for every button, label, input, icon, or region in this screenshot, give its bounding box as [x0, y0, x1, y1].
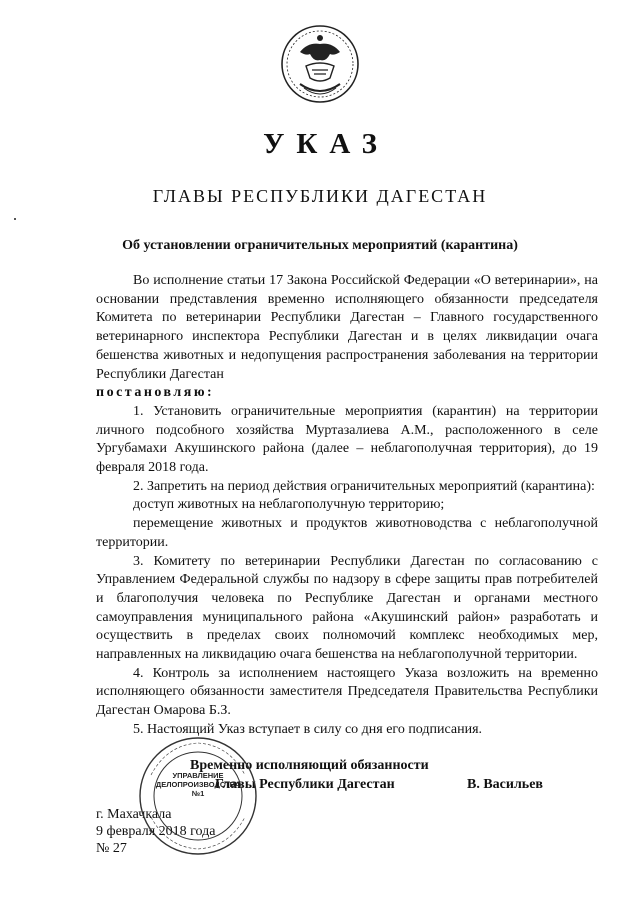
- signatory-name: В. Васильев: [467, 777, 543, 792]
- clause-2-item-a: доступ животных на неблагополучную территорию;: [133, 497, 445, 513]
- decree-body: [96, 272, 598, 740]
- document-heading: Об установлении ограничительных мероприятий (карантина): [122, 238, 518, 253]
- signatory-position-line1: Временно исполняющий обязанности: [190, 758, 429, 773]
- scan-speck: [14, 218, 16, 220]
- issue-date: 9 февраля 2018 года: [96, 824, 216, 839]
- clause-1: 1. Установить ограничительные мероприятия (карантин) на территории личного подсобного хозяйства Муртазалиева А.М., расположенного в селе Ургубамахи Акушинского района (далее – неблагополучная территория), до 19 февраля 2018 года.: [96, 403, 598, 476]
- stamp-text-line3: №1: [191, 789, 205, 798]
- clause-2: 2. Запретить на период действия ограничительных мероприятий (карантина):: [133, 478, 595, 494]
- document-subtitle: ГЛАВЫ РЕСПУБЛИКИ ДАГЕСТАН: [152, 186, 488, 206]
- signatory-position-line2: Главы Республики Дагестан: [215, 777, 395, 792]
- document-title: УКАЗ: [263, 128, 389, 160]
- clause-2-item-b: перемещение животных и продуктов животноводства с неблагополучной территории.: [96, 516, 598, 550]
- issue-place: г. Махачкала: [96, 807, 172, 822]
- decree-word: [96, 384, 598, 403]
- decree-word-text: постановляю:: [96, 385, 215, 401]
- clause-5: 5. Настоящий Указ вступает в силу со дня его подписания.: [133, 721, 483, 737]
- clause-4: 4. Контроль за исполнением настоящего Указа возложить на временно исполняющего обязанности заместителя Председателя Правительства Республики Дагестан Омарова Б.З.: [96, 665, 598, 719]
- stamp-text-line2: ДЕЛОПРОИЗВОДСТВА: [155, 780, 241, 789]
- stamp-text-line1: УПРАВЛЕНИЕ: [172, 771, 224, 780]
- preamble-paragraph: Во исполнение статьи 17 Закона Российской Федерации «О ветеринарии», на основании представления временно исполняющего обязанности председателя Комитета по ветеринарии Республики Дагестан – Главного государственного ветеринарного инспектора Республики Дагестан и в целях ликвидации очага бешенства животных и недопущения распространения заболевания на территории Республики Дагестан: [96, 273, 598, 382]
- decree-number: № 27: [96, 841, 127, 856]
- coat-of-arms-emblem: [278, 22, 362, 106]
- clause-3: 3. Комитету по ветеринарии Республики Дагестан по согласованию с Управлением Федеральной службы по надзору в сфере защиты прав потребителей и благополучия человека по Республике Дагестан и органами местного самоуправления муниципального района «Акушинский район» разработать и осуществить в пределах своих полномочий комплекс необходимых мер, направленных на ликвидацию очага бешенства на неблагополучной территории.: [96, 553, 598, 663]
